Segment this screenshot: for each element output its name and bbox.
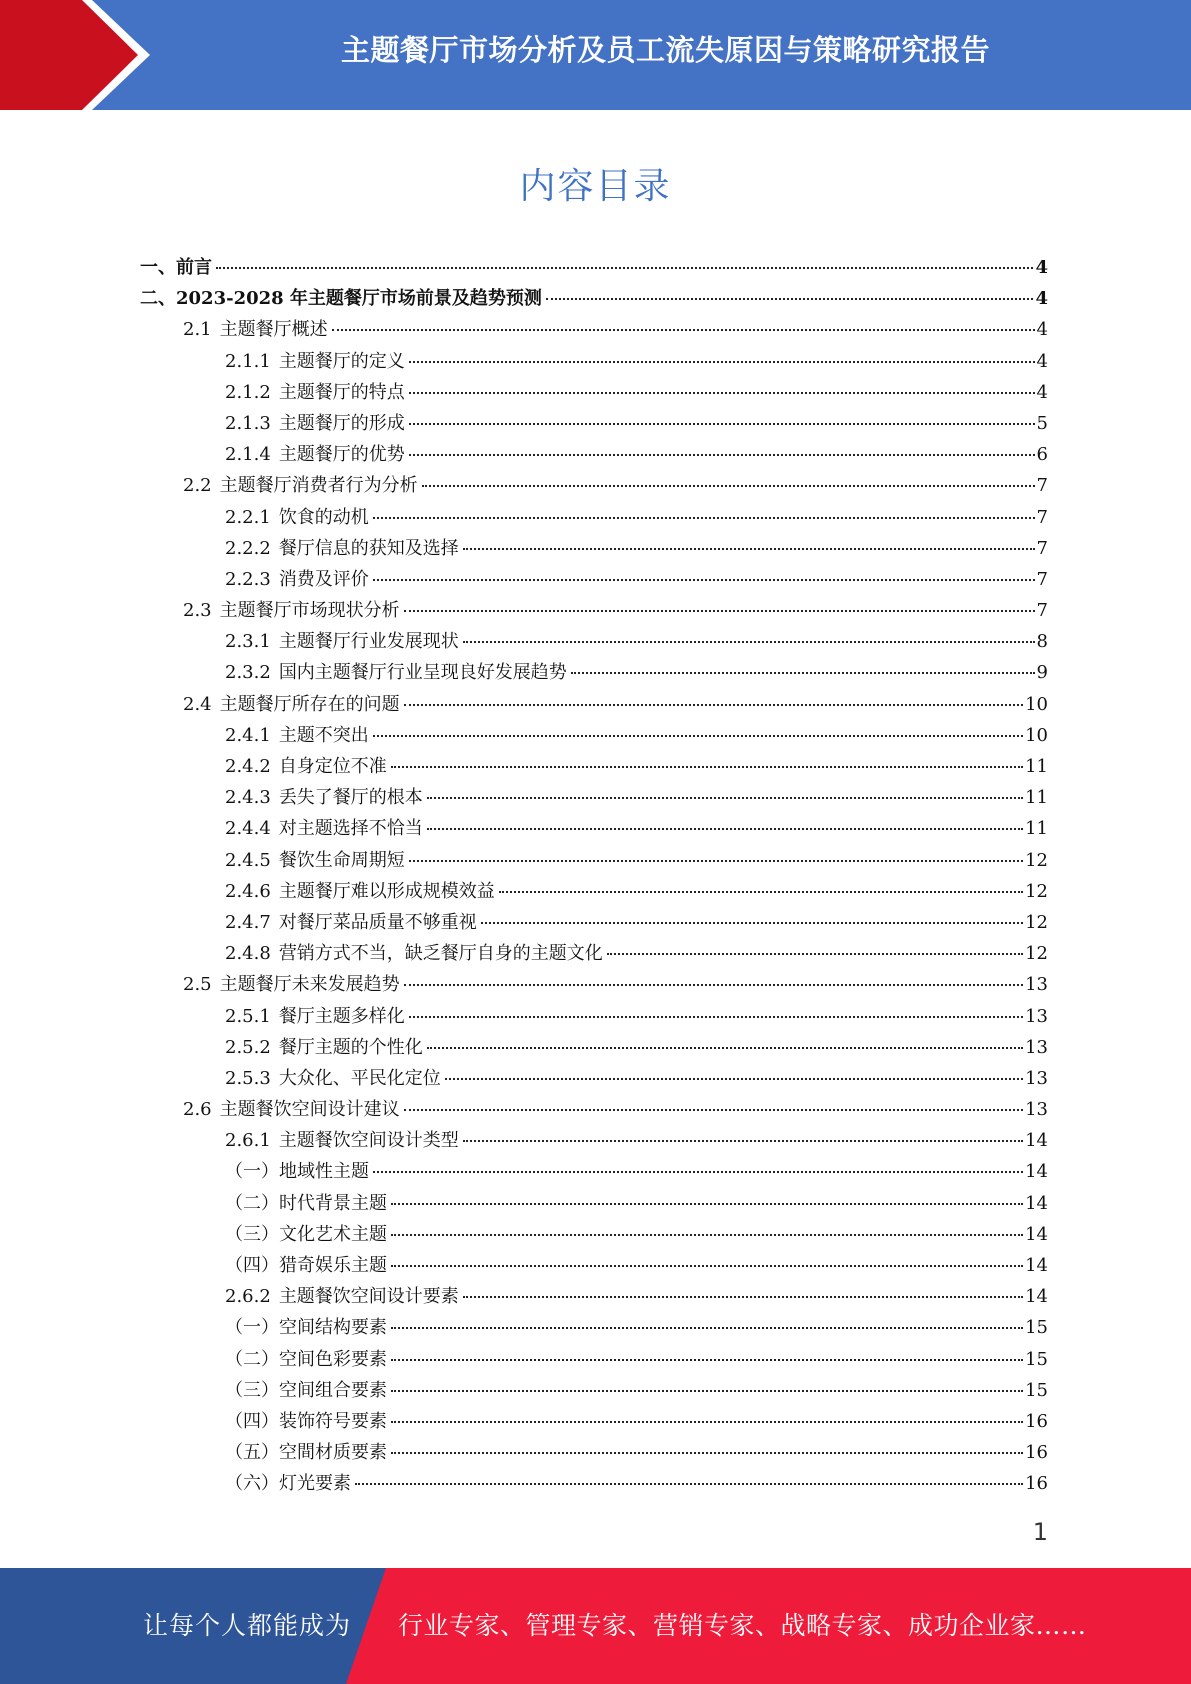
- toc-entry[interactable]: [140, 1220, 1048, 1251]
- toc-entry-number: 2.1.4: [225, 444, 271, 466]
- toc-entry-page: 14: [1025, 1192, 1048, 1214]
- toc-leader-dots: [391, 1234, 1023, 1236]
- toc-entry-number: 2.2.3: [225, 568, 271, 590]
- toc-entry[interactable]: [140, 534, 1048, 565]
- toc-leader-dots: [373, 1171, 1023, 1173]
- toc-entry[interactable]: [140, 1376, 1048, 1407]
- toc-entry-title: 主题餐厅的优势: [278, 444, 405, 466]
- toc-entry-title: 时代背景主题: [279, 1192, 387, 1214]
- toc-entry-page: 4: [1036, 319, 1048, 341]
- toc-leader-dots: [409, 860, 1023, 862]
- toc-leader-dots: [571, 672, 1035, 674]
- footer-tagline: 行业专家、管理专家、营销专家、战略专家、成功企业家……: [398, 1611, 1087, 1640]
- toc-entry-page: 14: [1025, 1223, 1048, 1245]
- toc-leader-dots: [445, 1078, 1023, 1080]
- toc-entry[interactable]: [140, 690, 1048, 721]
- toc-entry-title: 装饰符号要素: [279, 1410, 387, 1432]
- toc-entry-title: 主题不突出: [278, 724, 369, 746]
- toc-entry-number: （五）: [225, 1442, 279, 1464]
- toc-leader-dots: [391, 1452, 1023, 1454]
- toc-leader-dots: [463, 1296, 1023, 1298]
- toc-entry-number: 2.3.2: [225, 662, 271, 684]
- toc-entry-number: 2.4.1: [225, 724, 271, 746]
- toc-entry-title: 前言: [176, 257, 212, 278]
- toc-entry-number: 2.3: [183, 600, 212, 622]
- toc-leader-dots: [463, 641, 1035, 643]
- toc-entry-title: 主题餐厅行业发展现状: [278, 631, 459, 653]
- toc-entry-number: （二）: [225, 1192, 279, 1214]
- toc-entry-page: 6: [1036, 444, 1048, 466]
- toc-entry-title: 空间色彩要素: [279, 1348, 387, 1370]
- toc-entry[interactable]: [140, 440, 1048, 471]
- toc-entry[interactable]: [140, 1313, 1048, 1344]
- toc-entry-number: 2.2.2: [225, 537, 271, 559]
- toc-heading: 内容目录: [519, 166, 672, 207]
- toc-entry-title: 国内主题餐厅行业呈现良好发展趋势: [278, 662, 567, 684]
- toc-entry-page: 16: [1025, 1473, 1048, 1495]
- toc-entry-page: 12: [1025, 849, 1048, 871]
- toc-leader-dots: [409, 392, 1035, 394]
- toc-leader-dots: [427, 1047, 1023, 1049]
- toc-leader-dots: [391, 1359, 1023, 1361]
- toc-entry-title: 空間材质要素: [279, 1442, 387, 1464]
- toc-entry-number: 一、: [140, 257, 176, 278]
- toc-entry[interactable]: [140, 253, 1048, 284]
- toc-entry-number: （四）: [225, 1410, 279, 1432]
- toc-entry-number: （一）: [225, 1317, 279, 1339]
- toc-entry-page: 15: [1025, 1317, 1048, 1339]
- toc-entry-page: 8: [1036, 631, 1048, 653]
- toc-entry-title: 对主题选择不恰当: [278, 818, 423, 840]
- toc-leader-dots: [409, 361, 1035, 363]
- toc-entry-title: 主题餐厅难以形成规模效益: [278, 880, 495, 902]
- toc-entry[interactable]: [140, 1002, 1048, 1033]
- toc-entry-number: 2.6: [183, 1099, 212, 1121]
- toc-leader-dots: [427, 828, 1023, 830]
- toc-entry-number: 2.5: [183, 974, 212, 996]
- toc-entry-page: 12: [1025, 943, 1048, 965]
- page-number: 1: [1032, 1518, 1048, 1546]
- toc-entry[interactable]: [140, 1251, 1048, 1282]
- toc-entry-title: 主题餐饮空间设计要素: [278, 1286, 459, 1308]
- toc-leader-dots: [409, 423, 1035, 425]
- toc-entry[interactable]: [140, 1438, 1048, 1469]
- toc-entry-page: 13: [1025, 1036, 1048, 1058]
- toc-leader-dots: [332, 329, 1035, 331]
- toc-entry-number: 2.6.2: [225, 1286, 271, 1308]
- toc-entry-page: 7: [1036, 568, 1048, 590]
- toc-entry-page: 4: [1036, 381, 1048, 403]
- toc-entry-page: 10: [1025, 693, 1048, 715]
- toc-entry-page: 14: [1025, 1161, 1048, 1183]
- toc-entry-title: 饮食的动机: [278, 506, 369, 528]
- toc-entry[interactable]: [140, 409, 1048, 440]
- toc-entry-number: （一）: [225, 1161, 279, 1183]
- toc-entry-number: 2.4: [183, 693, 212, 715]
- toc-entry-page: 13: [1025, 1067, 1048, 1089]
- toc-entry-number: 2.1.1: [225, 350, 271, 372]
- toc-entry-page: 4: [1035, 257, 1048, 278]
- toc-entry[interactable]: [140, 1126, 1048, 1157]
- toc-leader-dots: [422, 485, 1035, 487]
- toc-entry-title: 丢失了餐厅的根本: [278, 787, 423, 809]
- toc-entry-title: 空间组合要素: [279, 1379, 387, 1401]
- toc-entry[interactable]: [140, 284, 1048, 315]
- toc-entry-number: 2.2.1: [225, 506, 271, 528]
- toc-entry-title: 对餐厅菜品质量不够重视: [278, 911, 477, 933]
- toc-entry[interactable]: [140, 471, 1048, 502]
- toc-entry[interactable]: [140, 627, 1048, 658]
- toc-entry-number: 二、: [140, 288, 176, 310]
- toc-entry-page: 7: [1036, 537, 1048, 559]
- toc-entry-title: 主题餐厅消费者行为分析: [219, 475, 418, 497]
- toc-entry[interactable]: [140, 783, 1048, 814]
- toc-leader-dots: [546, 298, 1034, 300]
- footer-slogan: 让每个人都能成为: [143, 1611, 352, 1640]
- toc-entry-page: 15: [1025, 1348, 1048, 1370]
- toc-entry-number: 2.4.7: [225, 911, 271, 933]
- toc-entry-page: 14: [1025, 1255, 1048, 1276]
- toc-entry-number: 2.5.1: [225, 1005, 271, 1027]
- toc-entry-number: （六）: [225, 1473, 279, 1495]
- toc-entry-page: 15: [1025, 1379, 1048, 1401]
- toc-entry-title: 大众化、平民化定位: [278, 1067, 441, 1089]
- toc-leader-dots: [373, 735, 1023, 737]
- toc-entry-title: 文化艺术主题: [279, 1223, 387, 1245]
- toc-entry-page: 14: [1025, 1130, 1048, 1152]
- toc-entry[interactable]: [140, 1095, 1048, 1126]
- toc-leader-dots: [373, 579, 1035, 581]
- toc-entry-title: 主题餐饮空间设计类型: [278, 1130, 459, 1152]
- toc-entry-number: 2.4.5: [225, 849, 271, 871]
- toc-entry-number: 2.4.2: [225, 756, 271, 777]
- toc-entry-page: 4: [1035, 288, 1048, 310]
- toc-entry[interactable]: [140, 347, 1048, 378]
- toc-entry-number: （三）: [225, 1223, 279, 1245]
- toc-entry-title: 餐厅主题的个性化: [278, 1036, 423, 1058]
- toc-entry[interactable]: [140, 752, 1048, 783]
- toc-entry-number: （四）: [225, 1255, 279, 1276]
- toc-entry-number: （三）: [225, 1379, 279, 1401]
- toc-entry[interactable]: [140, 877, 1048, 908]
- toc-entry-number: 2.1.3: [225, 412, 271, 434]
- toc-entry-title: 主题餐厅的特点: [278, 381, 405, 403]
- footer-band: [0, 1568, 1191, 1684]
- toc-entry-number: 2.4.8: [225, 943, 271, 965]
- toc-entry[interactable]: [140, 596, 1048, 627]
- toc-leader-dots: [391, 766, 1023, 768]
- toc-entry-number: 2.4.3: [225, 787, 271, 809]
- header-band: [0, 0, 1191, 110]
- toc-entry-title: 主题餐厅的形成: [278, 412, 405, 434]
- toc-entry-title: 主题餐厅市场现状分析: [219, 600, 400, 622]
- toc-entry[interactable]: [140, 565, 1048, 596]
- toc-entry-title: 营销方式不当，缺乏餐厅自身的主题文化: [278, 943, 603, 965]
- toc-entry[interactable]: [140, 378, 1048, 409]
- toc-entry-number: （二）: [225, 1348, 279, 1370]
- toc-entry-number: 2.1.2: [225, 381, 271, 403]
- report-title: 主题餐厅市场分析及员工流失原因与策略研究报告: [340, 33, 990, 67]
- toc-leader-dots: [391, 1390, 1023, 1392]
- toc-leader-dots: [463, 548, 1035, 550]
- toc-entry-page: 16: [1025, 1410, 1048, 1432]
- toc-leader-dots: [373, 517, 1035, 519]
- toc-entry-title: 地域性主题: [279, 1161, 369, 1183]
- toc-leader-dots: [463, 1140, 1023, 1142]
- toc-entry-page: 12: [1025, 880, 1048, 902]
- toc-leader-dots: [607, 953, 1023, 955]
- toc-leader-dots: [391, 1327, 1023, 1329]
- toc-leader-dots: [427, 797, 1023, 799]
- toc-entry[interactable]: [140, 846, 1048, 877]
- toc-entry-number: 2.4.4: [225, 818, 271, 840]
- toc-entry-title: 空间结构要素: [279, 1317, 387, 1339]
- toc-leader-dots: [391, 1203, 1023, 1205]
- toc-entry-page: 13: [1025, 974, 1048, 996]
- toc-entry-title: 餐厅主题多样化: [278, 1005, 405, 1027]
- toc-entry[interactable]: [140, 1282, 1048, 1313]
- toc-entry-title: 主题餐厅的定义: [278, 350, 405, 372]
- toc-entry-page: 14: [1025, 1286, 1048, 1308]
- toc-entry[interactable]: [140, 1407, 1048, 1438]
- toc-entry[interactable]: [140, 1157, 1048, 1188]
- toc-entry-number: 2.3.1: [225, 631, 271, 653]
- toc-leader-dots: [404, 984, 1023, 986]
- toc-entry[interactable]: [140, 1189, 1048, 1220]
- toc-leader-dots: [481, 922, 1023, 924]
- toc-entry[interactable]: [140, 939, 1048, 970]
- toc-entry-page: 10: [1025, 724, 1048, 746]
- toc-entry-title: 主题餐厅概述: [219, 319, 328, 341]
- toc-leader-dots: [216, 267, 1033, 269]
- toc-entry-number: 2.5.2: [225, 1036, 271, 1058]
- toc-entry-page: 13: [1025, 1099, 1048, 1121]
- toc-entry-title: 餐厅信息的获知及选择: [278, 537, 459, 559]
- toc-leader-dots: [409, 1016, 1023, 1018]
- toc-entry-title: 餐饮生命周期短: [278, 849, 405, 871]
- toc-entry-title: 主题餐厅未来发展趋势: [219, 974, 400, 996]
- toc-entry-number: 2.2: [183, 475, 212, 497]
- toc-entry-page: 12: [1025, 911, 1048, 933]
- toc-entry-title: 主题餐厅所存在的问题: [219, 693, 400, 715]
- toc-entry-page: 7: [1036, 600, 1048, 622]
- toc-entry-number: 2.1: [183, 319, 212, 341]
- toc-entry-title: 自身定位不准: [278, 756, 387, 777]
- toc-leader-dots: [499, 891, 1023, 893]
- toc-entry-number: 2.4.6: [225, 880, 271, 902]
- toc-entry-page: 13: [1025, 1005, 1048, 1027]
- toc-leader-dots: [409, 454, 1035, 456]
- toc-leader-dots: [355, 1483, 1023, 1485]
- toc-entry-page: 7: [1036, 475, 1048, 497]
- toc-leader-dots: [404, 704, 1023, 706]
- toc-entry[interactable]: [140, 503, 1048, 534]
- toc-entry-page: 11: [1025, 787, 1048, 809]
- toc-entry[interactable]: [140, 658, 1048, 689]
- toc-leader-dots: [391, 1265, 1023, 1267]
- toc-entry[interactable]: [140, 315, 1048, 346]
- toc-entry-page: 5: [1036, 412, 1048, 434]
- toc-leader-dots: [404, 610, 1035, 612]
- toc-entry-title: 猎奇娱乐主题: [279, 1255, 387, 1276]
- toc-entry[interactable]: [140, 721, 1048, 752]
- toc-leader-dots: [391, 1421, 1023, 1423]
- toc-entry-number: 2.5.3: [225, 1067, 271, 1089]
- toc-entry[interactable]: [140, 970, 1048, 1001]
- toc-entry-page: 4: [1036, 350, 1048, 372]
- toc-entry[interactable]: [140, 1064, 1048, 1095]
- toc-entry-title: 灯光要素: [279, 1473, 351, 1495]
- toc-leader-dots: [404, 1109, 1023, 1111]
- toc-entry-page: 11: [1025, 818, 1048, 840]
- toc-entry-title: 消费及评价: [278, 568, 369, 590]
- toc-entry[interactable]: [140, 1345, 1048, 1376]
- toc-entry[interactable]: [140, 908, 1048, 939]
- table-of-contents: [140, 253, 1048, 1501]
- toc-entry[interactable]: [140, 1033, 1048, 1064]
- toc-entry-page: 7: [1036, 506, 1048, 528]
- toc-entry-title: 2023-2028 年主题餐厅市场前景及趋势预测: [176, 288, 542, 310]
- toc-entry-title: 主题餐饮空间设计建议: [219, 1099, 400, 1121]
- toc-entry-page: 16: [1025, 1442, 1048, 1464]
- toc-entry[interactable]: [140, 1469, 1048, 1500]
- toc-entry-number: 2.6.1: [225, 1130, 271, 1152]
- toc-entry-page: 11: [1025, 756, 1048, 777]
- toc-entry[interactable]: [140, 814, 1048, 845]
- toc-entry-page: 9: [1036, 662, 1048, 684]
